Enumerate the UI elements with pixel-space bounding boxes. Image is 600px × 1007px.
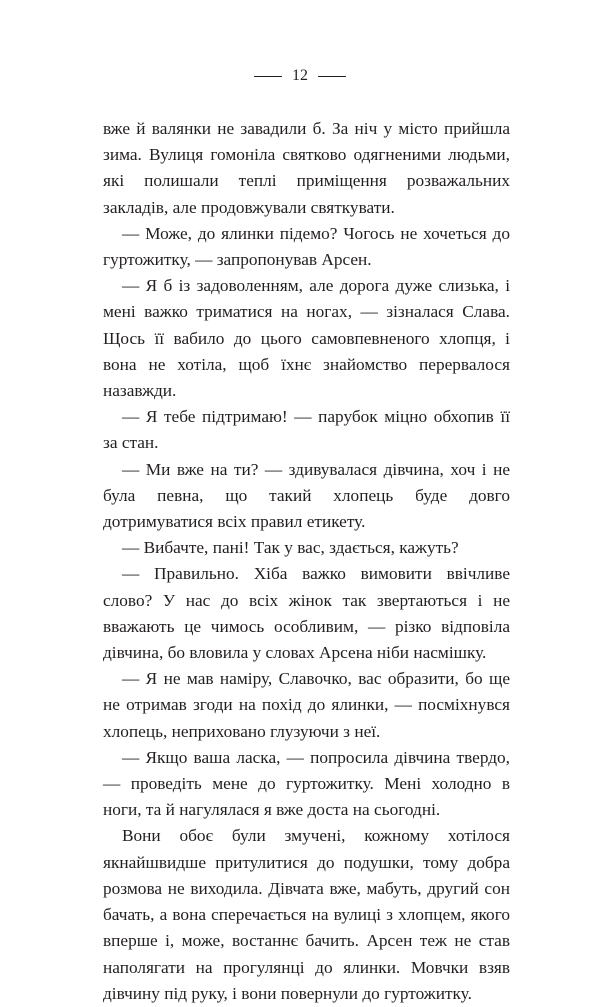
paragraph: — Я б із задоволенням, але дорога дуже слизька, і мені важко триматися на ногах, — зізналася Слава. Щось її вабило до цього самовпевненого хлопця, і вона не хотіла, щоб їхнє знайомство перервалося назавжди. bbox=[103, 276, 510, 401]
paragraph: — Може, до ялинки підемо? Чогось не хочеться до гуртожитку, — запропонував Арсен. bbox=[103, 223, 510, 270]
body-text bbox=[103, 116, 510, 1007]
header-rule-left bbox=[254, 76, 282, 77]
paragraph: — Вибачте, пані! Так у вас, здається, кажуть? bbox=[122, 538, 459, 558]
page-header bbox=[0, 66, 600, 86]
paragraph: — Ми вже на ти? — здивувалася дівчина, хоч і не була певна, що такий хлопець буде довго дотримуватися всіх правил етикету. bbox=[103, 459, 510, 532]
paragraph: Вони обоє були змучені, кожному хотілося якнайшвидше притулитися до подушки, тому добра розмова не виходила. Дівчата вже, мабуть, другий сон бачать, а вона сперечається на вулиці з хлопцем, якого вперше і, може, востаннє бачить. Арсен теж не став наполягати на прогулянці до ялинки. Мовчки взяв дівчину під руку, і вони повернули до гуртожитку. bbox=[103, 826, 510, 1003]
paragraph: вже й валянки не завадили б. За ніч у місто прийшла зима. Вулиця гомоніла святково одягненими людьми, які полишали теплі приміщення розважальних закладів, але продовжували святкувати. bbox=[103, 119, 510, 217]
paragraph: — Я не мав наміру, Славочко, вас образити, бо ще не отримав згоди на похід до ялинки, — посміхнувся хлопець, неприховано глузуючи з неї. bbox=[103, 669, 510, 741]
paragraph: — Я тебе підтримаю! — парубок міцно обхопив її за стан. bbox=[103, 407, 510, 453]
paragraph: — Правильно. Хіба важко вимовити ввічливе слово? У нас до всіх жінок так звертаються і не вважають це чимось особливим, — різко відповіла дівчина, бо вловила у словах Арсена ніби насмішку. bbox=[103, 564, 510, 663]
header-rule-right bbox=[318, 76, 346, 77]
page-number: 12 bbox=[292, 67, 308, 84]
paragraph: — Якщо ваша ласка, — попросила дівчина твердо, — проведіть мене до гуртожитку. Мені холодно в ноги, та й нагулялася я вже доста на сьогодні. bbox=[103, 747, 510, 820]
